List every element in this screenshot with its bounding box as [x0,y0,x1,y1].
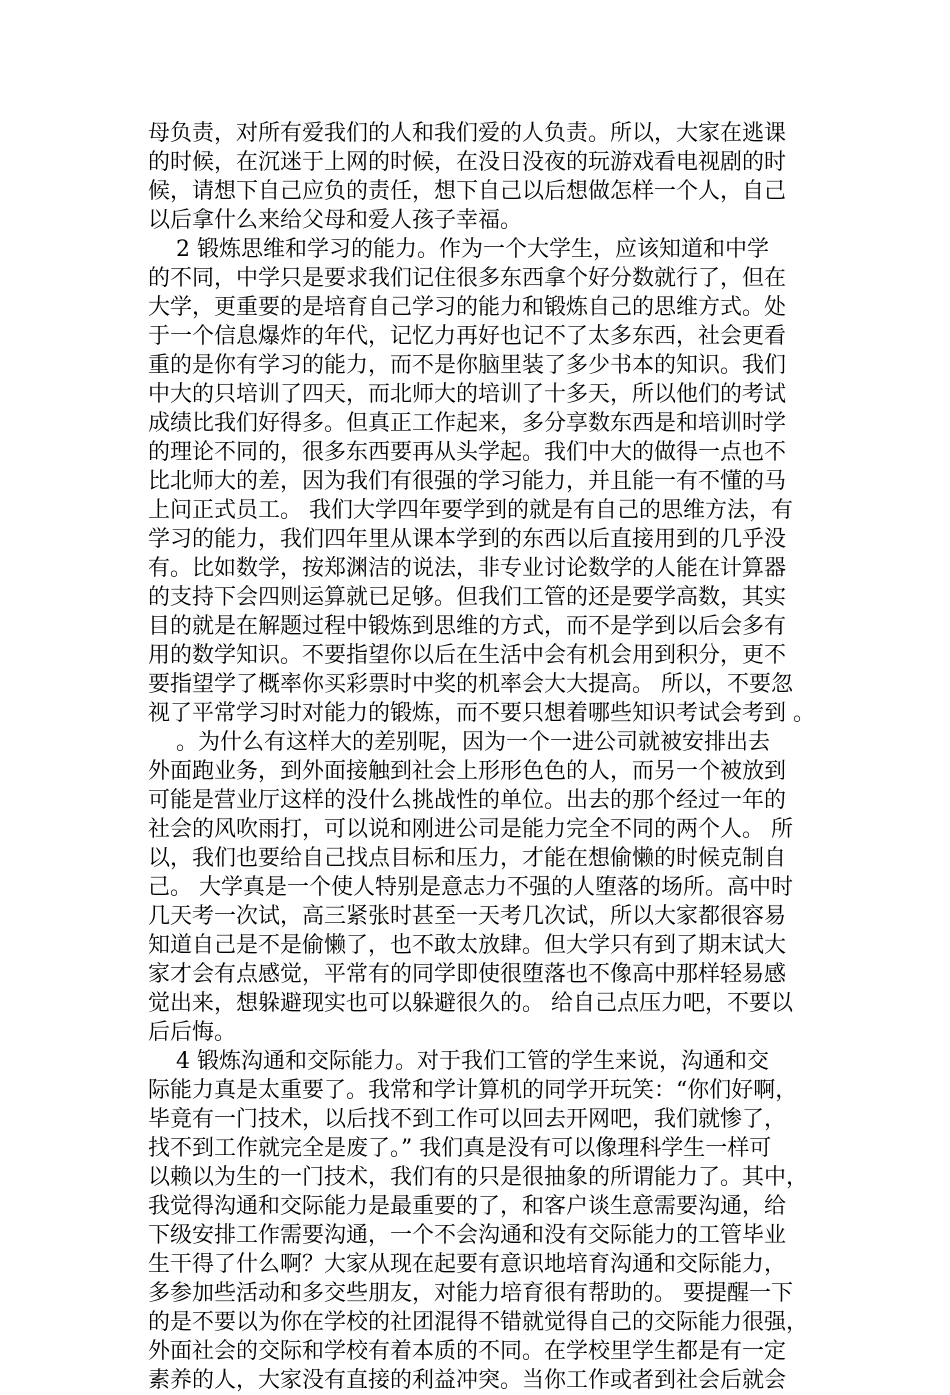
paragraph [148,235,815,728]
text-line: 际能力真是太重要了。我常和学计算机的同学开玩笑：“你们好啊， [148,1078,798,1103]
paragraph [148,728,808,1047]
text-line: 比北师大的差，因为我们有很强的学习能力，并且能一有不懂的马 [148,469,787,494]
document-body [148,119,815,1395]
text-line: 己。 大学真是一个使人特别是意志力不强的人堕落的场所。高中时 [148,875,793,900]
text-line: 目的就是在解题过程中锻炼到思维的方式，而不是学到以后会多有 [148,614,787,639]
text-line: 成绩比我们好得多。但真正工作起来，多分享数东西是和培训时学 [148,411,787,436]
text-line: 后后悔。 [148,1020,237,1045]
paragraph [148,119,808,235]
text-line: 有。比如数学，按郑渊洁的说法，非专业讨论数学的人能在计算器 [148,556,787,581]
text-line: 以，我们也要给自己找点目标和压力，才能在想偷懒的时候克制自 [148,846,787,871]
paragraph [148,1047,808,1395]
text-line: 可能是营业厅这样的没什么挑战性的单位。出去的那个经过一年的 [148,788,787,813]
text-line: 重的是你有学习的能力，而不是你脑里装了多少书本的知识。我们 [148,353,787,378]
text-line: 的时候，在沉迷于上网的时候，在没日没夜的玩游戏看电视剧的时 [148,150,787,175]
text-line: 毕竟有一门技术，以后找不到工作可以回去开网吧，我们就惨了， [148,1107,787,1132]
text-line: 学习的能力，我们四年里从课本学到的东西以后直接用到的几乎没 [148,527,787,552]
text-line: 的是不要以为你在学校的社团混得不错就觉得自己的交际能力很强， [148,1310,809,1335]
text-line: 。为什么有这样大的差别呢，因为一个一进公司就被安排出去 [148,730,770,755]
text-line: 知道自己是不是偷懒了，也不敢太放肆。但大学只有到了期末试大 [148,933,787,958]
text-line: 的支持下会四则运算就已足够。但我们工管的还是要学高数，其实 [148,585,787,610]
text-line: 多参加些活动和多交些朋友，对能力培育很有帮助的。 要提醒一下 [148,1281,793,1306]
text-line: 大学，更重要的是培育自己学习的能力和锻炼自己的思维方式。处 [148,295,787,320]
text-line: 上问正式员工。 我们大学四年要学到的就是有自己的思维方法，有 [148,498,793,523]
text-line: 外面社会的交际和学校有着本质的不同。在学校里学生都是有一定 [148,1339,787,1364]
text-line: 素养的人，大家没有直接的利益冲突。当你工作或者到社会后就会 [148,1368,787,1393]
text-line: 以赖以为生的一门技术，我们有的只是很抽象的所谓能力了。其中， [148,1165,809,1190]
text-line: 我觉得沟通和交际能力是最重要的了，和客户谈生意需要沟通，给 [148,1194,787,1219]
text-line: 社会的风吹雨打，可以说和刚进公司是能力完全不同的两个人。 所 [148,817,793,842]
text-line: 于一个信息爆炸的年代，记忆力再好也记不了太多东西，社会更看 [148,324,787,349]
text-line: 的理论不同的，很多东西要再从头学起。我们中大的做得一点也不 [148,440,787,465]
text-line: 视了平常学习时对能力的锻炼，而不要只想着哪些知识考试会考到 。 [148,701,815,726]
text-line: 外面跑业务，到外面接触到社会上形形色色的人，而另一个被放到 [148,759,787,784]
text-line: 中大的只培训了四天，而北师大的培训了十多天，所以他们的考试 [148,382,787,407]
text-line: 几天考一次试，高三紧张时甚至一天考几次试，所以大家都很容易 [148,904,787,929]
text-line: 候，请想下自己应负的责任，想下自己以后想做怎样一个人，自己 [148,179,787,204]
text-line: 觉出来，想躲避现实也可以躲避很久的。 给自己点压力吧，不要以 [148,991,793,1016]
text-line: 的不同，中学只是要求我们记住很多东西拿个好分数就行了，但在 [148,266,787,291]
text-line: 母负责，对所有爱我们的人和我们爱的人负责。所以，大家在逃课 [148,121,787,146]
text-line: 2 锻炼思维和学习的能力。作为一个大学生，应该知道和中学 [148,237,769,262]
text-line: 生干得了什么啊？大家从现在起要有意识地培育沟通和交际能力， [148,1252,787,1277]
text-line: 以后拿什么来给父母和爱人孩子幸福。 [148,208,523,233]
text-line: 用的数学知识。不要指望你以后在生活中会有机会用到积分，更不 [148,643,787,668]
text-line: 4 锻炼沟通和交际能力。对于我们工管的学生来说，沟通和交 [148,1049,769,1074]
text-line: 下级安排工作需要沟通，一个不会沟通和没有交际能力的工管毕业 [148,1223,787,1248]
text-line: 家才会有点感觉，平常有的同学即使很堕落也不像高中那样轻易感 [148,962,787,987]
text-line: 找不到工作就完全是废了。” 我们真是没有可以像理科学生一样可 [148,1136,772,1161]
text-line: 要指望学了概率你买彩票时中奖的机率会大大提高。 所以，不要忽 [148,672,793,697]
